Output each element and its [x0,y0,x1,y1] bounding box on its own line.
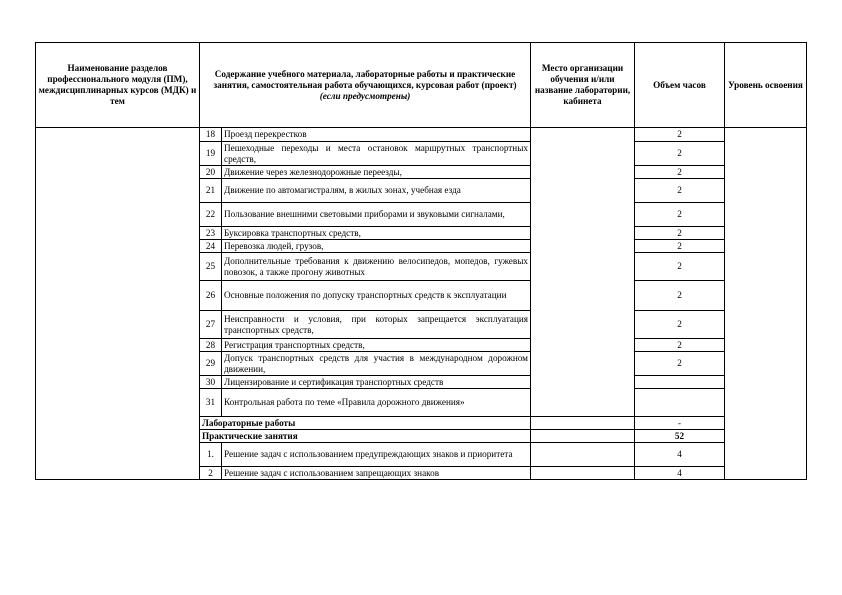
row-text: Лицензирование и сертификация транспортных средств [222,376,531,389]
lab-hours: - [635,417,725,430]
row-text: Контрольная работа по теме «Правила дорожного движения» [222,389,531,417]
row-number: 29 [200,352,222,376]
row-number: 21 [200,179,222,203]
row-text: Движение по автомагистралям, в жилых зонах, учебная езда [222,179,531,203]
table-row [36,128,807,142]
row-hours [635,389,725,417]
row-number: 22 [200,203,222,227]
row-number: 31 [200,389,222,417]
row-hours: 2 [635,311,725,339]
row-number: 2 [200,467,222,480]
lab-location [531,417,635,430]
header-content [200,43,531,128]
row-hours: 2 [635,227,725,240]
curriculum-table [35,42,807,480]
row-location [531,443,635,467]
practice-label: Практические занятия [200,430,531,443]
row-text: Перевозка людей, грузов, [222,240,531,253]
row-number: 1. [200,443,222,467]
row-hours: 2 [635,253,725,281]
row-hours: 2 [635,142,725,166]
row-text: Регистрация транспортных средств, [222,339,531,352]
row-hours: 2 [635,281,725,311]
row-hours: 2 [635,339,725,352]
row-text: Неисправности и условия, при которых запрещается эксплуатация транспортных средств, [222,311,531,339]
section-cell [36,128,200,480]
practice-hours: 52 [635,430,725,443]
header-content-note: (если предусмотрены) [319,90,411,101]
row-location [531,467,635,480]
row-hours: 4 [635,467,725,480]
row-hours: 2 [635,240,725,253]
row-text: Допуск транспортных средств для участия в международном дорожном движении, [222,352,531,376]
row-hours: 2 [635,203,725,227]
row-hours: 2 [635,128,725,142]
row-number: 24 [200,240,222,253]
row-hours [635,376,725,389]
row-number: 19 [200,142,222,166]
row-hours: 2 [635,352,725,376]
row-hours: 4 [635,443,725,467]
header-location: Место организации обучения и/или название лаборатории, кабинета [531,43,635,128]
row-number: 26 [200,281,222,311]
row-number: 27 [200,311,222,339]
row-text: Буксировка транспортных средств, [222,227,531,240]
row-text: Решение задач с использованием предупреждающих знаков и приоритета [222,443,531,467]
header-level: Уровень освоения [725,43,807,128]
row-text: Решение задач с использованием запрещающих знаков [222,467,531,480]
row-number: 18 [200,128,222,142]
row-hours: 2 [635,166,725,179]
row-text: Пешеходные переходы и места остановок маршрутных транспортных средств, [222,142,531,166]
header-hours: Объем часов [635,43,725,128]
practice-location [531,430,635,443]
row-number: 28 [200,339,222,352]
row-number: 30 [200,376,222,389]
location-cell [531,128,635,417]
row-number: 20 [200,166,222,179]
header-row [36,43,807,128]
header-content-main: Содержание учебного материала, лабораторные работы и практические занятия, самостоятельная работа обучающихся, курсовая работ (проект) [213,68,517,90]
level-cell [725,128,807,480]
table-body [36,128,807,480]
row-text: Основные положения по допуску транспортных средств к эксплуатации [222,281,531,311]
lab-label: Лабораторные работы [200,417,531,430]
row-hours: 2 [635,179,725,203]
row-number: 25 [200,253,222,281]
row-text: Проезд перекрестков [222,128,531,142]
row-text: Пользование внешними световыми приборами и звуковыми сигналами, [222,203,531,227]
header-sections: Наименование разделов профессионального модуля (ПМ), междисциплинарных курсов (МДК) и тем [36,43,200,128]
row-text: Движение через железнодорожные переезды, [222,166,531,179]
row-number: 23 [200,227,222,240]
row-text: Дополнительные требования к движению велосипедов, мопедов, гужевых повозок, а также прогону животных [222,253,531,281]
